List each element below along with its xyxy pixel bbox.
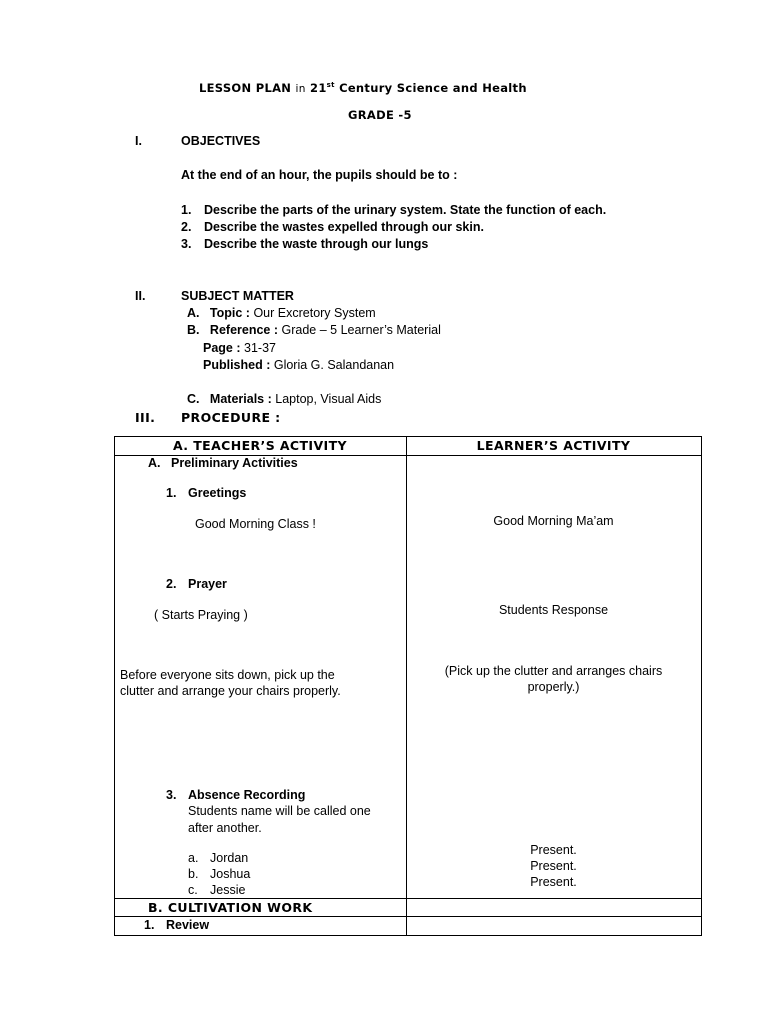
- objective-item: Describe the waste through our lungs: [204, 237, 429, 251]
- teacher-prayer: ( Starts Praying ): [154, 608, 248, 622]
- teacher-clutter-line: clutter and arrange your chairs properly.: [120, 684, 341, 698]
- preliminary-number: A.: [148, 456, 161, 470]
- reference-row: B. Reference : Grade – 5 Learner’s Material: [187, 323, 441, 337]
- section-numeral-1: I.: [135, 134, 142, 148]
- greetings-number: 1.: [166, 486, 177, 500]
- objective-item: Describe the parts of the urinary system. State the function of each.: [204, 203, 607, 217]
- teacher-clutter-line: Before everyone sits down, pick up the: [120, 668, 335, 682]
- preliminary-label: Preliminary Activities: [171, 456, 298, 470]
- review-label: Review: [166, 918, 210, 932]
- student-name: Jordan: [210, 851, 249, 865]
- published-row: Published : Gloria G. Salandanan: [203, 358, 395, 372]
- student-response: Present.: [530, 859, 577, 873]
- objective-number: 1.: [181, 203, 192, 217]
- objective-item: Describe the wastes expelled through our skin.: [204, 220, 484, 234]
- absence-instruction: after another.: [188, 821, 262, 835]
- learner-greeting: Good Morning Ma’am: [493, 514, 614, 528]
- student-name: Jessie: [210, 883, 246, 897]
- materials-row: C. Materials : Laptop, Visual Aids: [187, 392, 382, 406]
- procedure-heading: PROCEDURE :: [181, 410, 281, 425]
- student-letter: b.: [188, 867, 199, 881]
- page-row: Page : 31-37: [203, 341, 276, 355]
- student-response: Present.: [530, 843, 577, 857]
- learner-activity-header: LEARNER’S ACTIVITY: [476, 438, 631, 453]
- objectives-intro: At the end of an hour, the pupils should be to :: [181, 168, 458, 182]
- review-number: 1.: [144, 918, 155, 932]
- student-name: Joshua: [210, 867, 251, 881]
- absence-number: 3.: [166, 788, 177, 802]
- teacher-activity-header: A. TEACHER’S ACTIVITY: [173, 438, 347, 453]
- topic-row: A. Topic : Our Excretory System: [187, 306, 376, 320]
- objectives-heading: OBJECTIVES: [181, 134, 261, 148]
- page-title: LESSON PLAN in 21st Century Science and Health: [199, 81, 527, 95]
- subject-matter-heading: SUBJECT MATTER: [181, 289, 294, 303]
- teacher-greeting: Good Morning Class !: [195, 517, 316, 531]
- student-letter: a.: [188, 851, 199, 865]
- cultivation-work-header: B. CULTIVATION WORK: [148, 900, 313, 915]
- greetings-label: Greetings: [188, 486, 247, 500]
- prayer-number: 2.: [166, 577, 177, 591]
- learner-prayer: Students Response: [498, 603, 609, 617]
- learner-clutter-line: (Pick up the clutter and arranges chairs: [444, 664, 663, 678]
- student-letter: c.: [188, 883, 198, 897]
- section-numeral-2: II.: [135, 289, 146, 303]
- student-response: Present.: [530, 875, 577, 889]
- absence-instruction: Students name will be called one: [188, 804, 371, 818]
- learner-clutter-line: properly.): [527, 680, 580, 694]
- prayer-label: Prayer: [188, 577, 227, 591]
- section-numeral-3: III.: [135, 410, 156, 425]
- row-divider: [114, 916, 701, 917]
- grade-label: GRADE -5: [348, 108, 412, 122]
- objective-number: 3.: [181, 237, 192, 251]
- row-divider: [114, 898, 701, 899]
- objective-number: 2.: [181, 220, 192, 234]
- absence-label: Absence Recording: [188, 788, 306, 802]
